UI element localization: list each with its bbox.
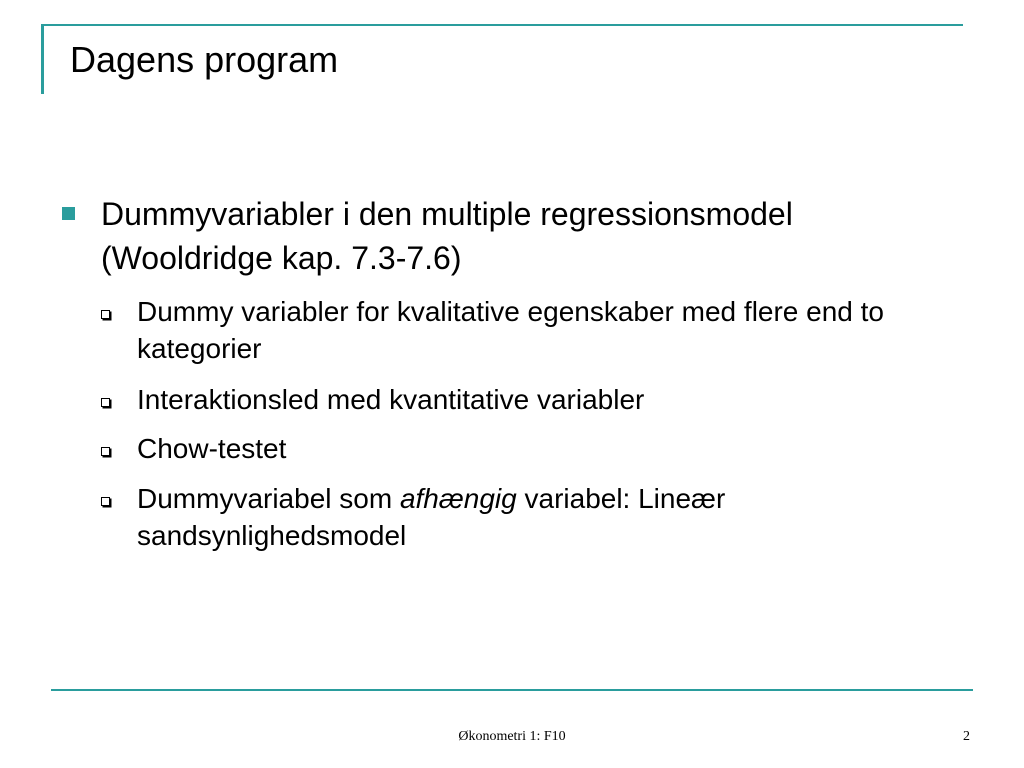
footer-divider xyxy=(51,689,973,691)
main-bullet-text: Dummyvariabler i den multiple regressionsmodel (Wooldridge kap. 7.3-7.6) xyxy=(101,196,793,276)
title-frame-vertical-line xyxy=(41,24,44,94)
hollow-square-bullet-icon xyxy=(101,447,110,456)
title-frame-top-line xyxy=(41,24,963,26)
square-bullet-icon xyxy=(62,207,75,220)
hollow-square-bullet-icon xyxy=(101,310,110,319)
page-number: 2 xyxy=(963,729,970,744)
sub-item-4-emphasis: afhængig xyxy=(399,483,517,514)
sub-item-4 xyxy=(137,480,967,554)
sub-item-4-suffix: variabel: Lineær sandsynlighedsmodel xyxy=(137,483,726,551)
page-title: Dagens program xyxy=(70,39,339,80)
sub-item-4-prefix: Dummyvariabel som xyxy=(137,483,400,514)
hollow-square-bullet-icon xyxy=(101,497,110,506)
hollow-square-bullet-icon xyxy=(101,398,110,407)
sub-item-2: Interaktionsled med kvantitative variabler xyxy=(137,384,645,415)
footer-course-label: Økonometri 1: F10 xyxy=(458,729,566,744)
sub-item-1: Dummy variabler for kvalitative egenskaber med flere end to kategorier xyxy=(137,296,885,364)
sub-item-3: Chow-testet xyxy=(137,433,287,464)
